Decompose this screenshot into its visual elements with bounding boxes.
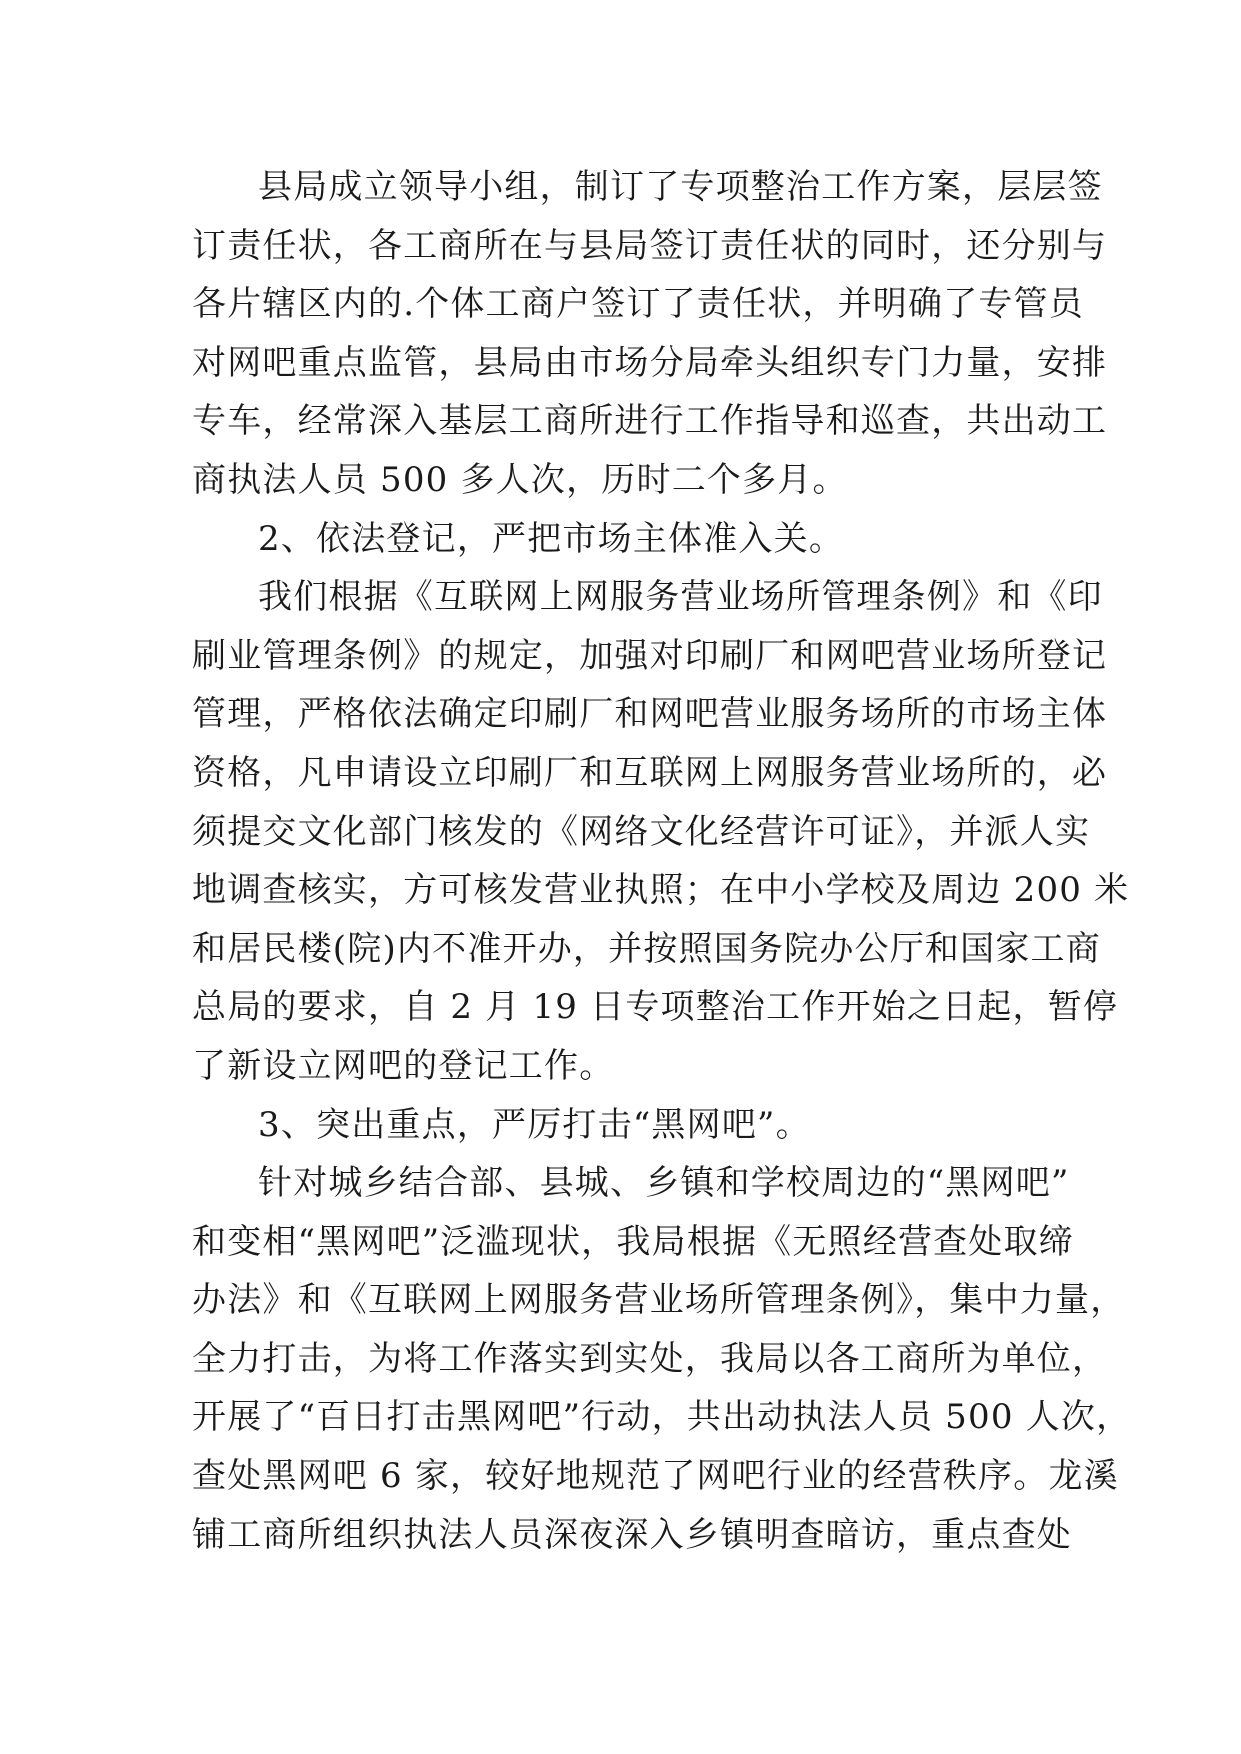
paragraph-line: 铺工商所组织执法人员深夜深入乡镇明查暗访，重点查处 xyxy=(192,1514,1072,1555)
paragraph-line: 各片辖区内的.个体工商户签订了责任状，并明确了专管员 xyxy=(192,284,1085,325)
paragraph-line: 对网吧重点监管，县局由市场分局牵头组织专门力量，安排 xyxy=(192,342,1108,383)
paragraph-line: 办法》和《互联网上网服务营业场所管理条例》，集中力量， xyxy=(192,1280,1126,1321)
paragraph-line: 总局的要求，自 2 月 19 日专项整治工作开始之日起，暂停 xyxy=(192,987,1119,1028)
paragraph-line: 专车，经常深入基层工商所进行工作指导和巡查，共出动工 xyxy=(192,401,1108,442)
section-heading: 3、突出重点，严厉打击“黑网吧”。 xyxy=(258,1104,811,1145)
paragraph-line: 和变相“黑网吧”泛滥现状，我局根据《无照经营查处取缔 xyxy=(192,1221,1074,1262)
paragraph-line: 资格，凡申请设立印刷厂和互联网上网服务营业场所的，必 xyxy=(192,752,1108,793)
paragraph-line: 了新设立网吧的登记工作。 xyxy=(192,1045,615,1086)
paragraph-line: 管理，严格依法确定印刷厂和网吧营业服务场所的市场主体 xyxy=(192,694,1108,735)
paragraph-line: 针对城乡结合部、县城、乡镇和学校周边的“黑网吧” xyxy=(258,1163,1070,1204)
paragraph-line: 全力打击，为将工作落实到实处，我局以各工商所为单位， xyxy=(192,1338,1108,1379)
paragraph-line: 和居民楼(院)内不准开办，并按照国务院办公厅和国家工商 xyxy=(192,928,1101,969)
section-heading: 2、依法登记，严把市场主体准入关。 xyxy=(258,518,845,559)
paragraph-line: 县局成立领导小组，制订了专项整治工作方案，层层签 xyxy=(258,167,1103,207)
paragraph-line: 刷业管理条例》的规定，加强对印刷厂和网吧营业场所登记 xyxy=(192,635,1108,676)
body-text xyxy=(192,158,1132,1564)
paragraph-line: 订责任状，各工商所在与县局签订责任状的同时，还分别与 xyxy=(192,225,1108,266)
paragraph-line: 商执法人员 500 多人次，历时二个多月。 xyxy=(192,459,848,500)
paragraph-line: 须提交文化部门核发的《网络文化经营许可证》，并派人实 xyxy=(192,811,1091,852)
paragraph-line: 开展了“百日打击黑网吧”行动，共出动执法人员 500 人次， xyxy=(192,1397,1132,1438)
paragraph-line: 查处黑网吧 6 家，较好地规范了网吧行业的经营秩序。龙溪 xyxy=(192,1456,1119,1497)
paragraph-line: 地调查核实，方可核发营业执照；在中小学校及周边 200 米 xyxy=(192,870,1130,911)
paragraph-line: 我们根据《互联网上网服务营业场所管理条例》和《印 xyxy=(258,577,1103,618)
